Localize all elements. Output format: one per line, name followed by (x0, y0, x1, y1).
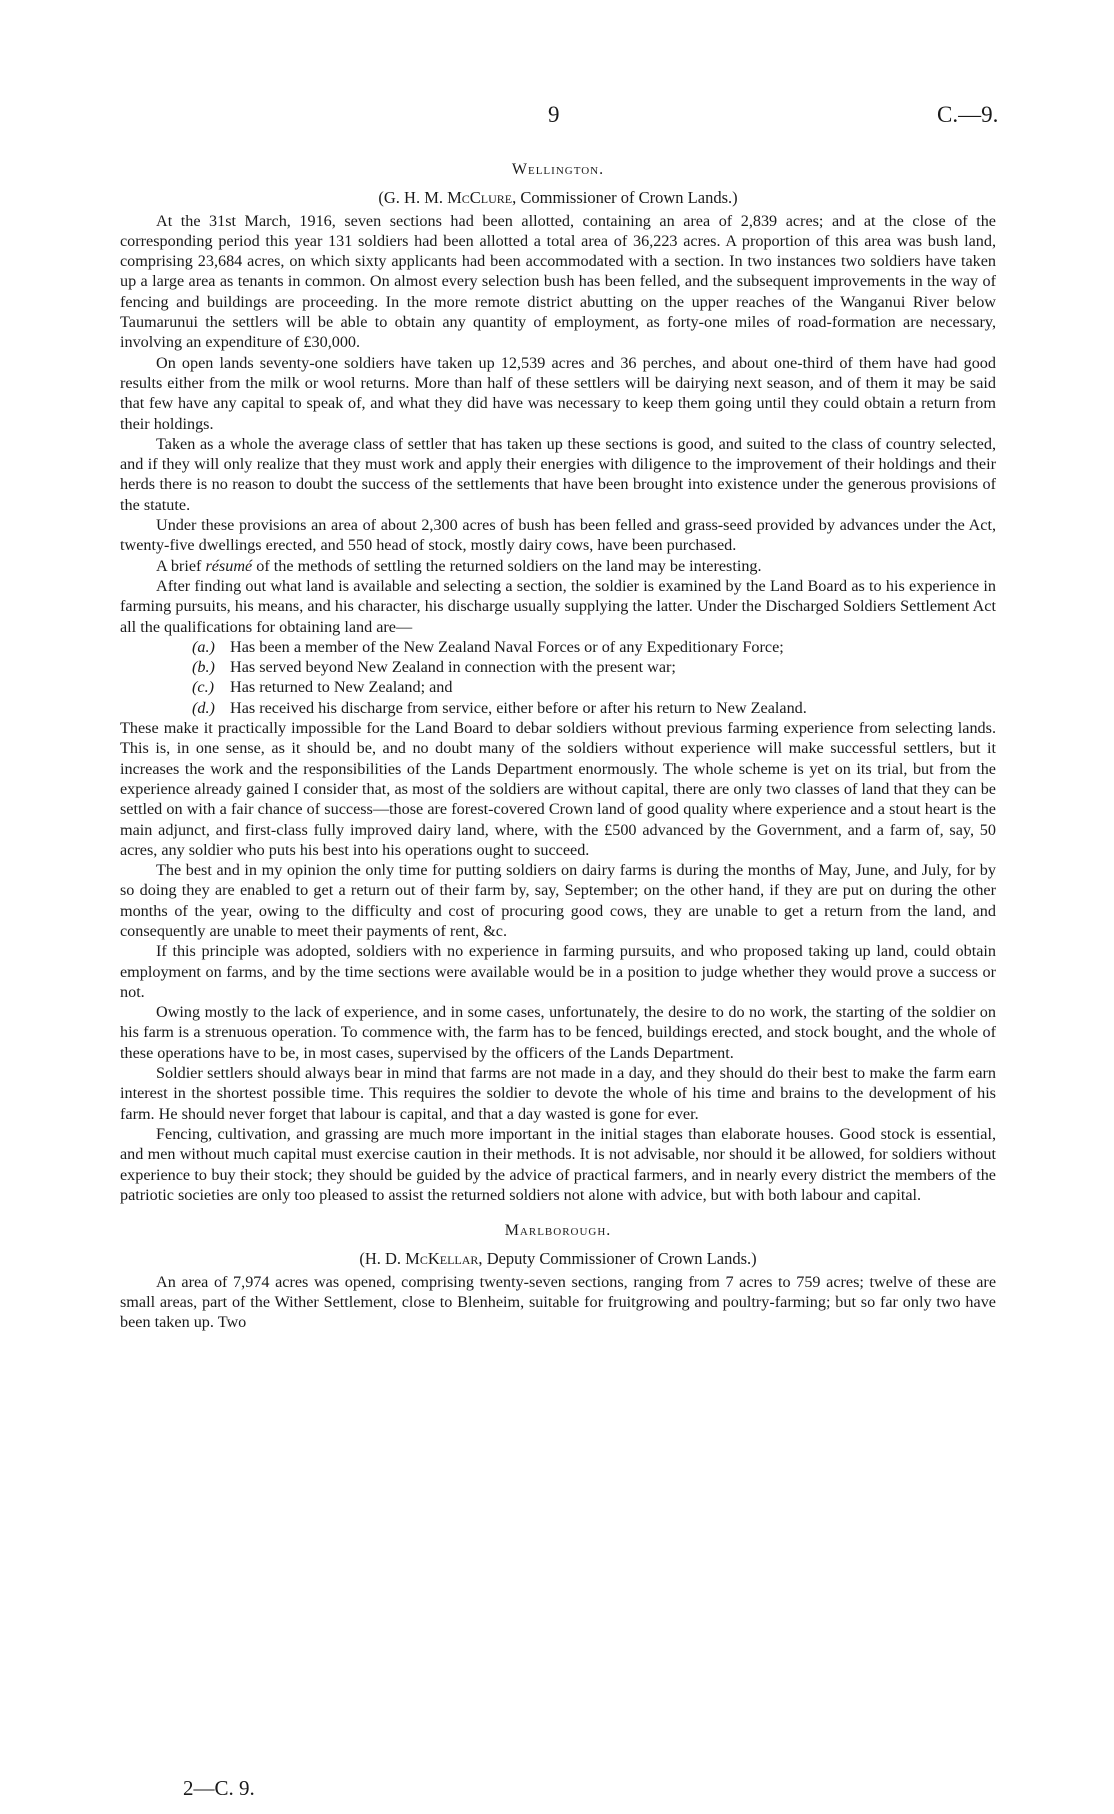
page-number: 9 (548, 102, 560, 127)
list-item (192, 698, 996, 718)
body-text (120, 160, 996, 1333)
list-item-text: Has received his discharge from service, either before or after his return to New Zealand. (230, 698, 807, 717)
wellington-section (120, 160, 996, 1205)
resume-word: résumé (205, 556, 253, 575)
paragraph: The best and in my opinion the only time for putting soldiers on dairy farms is during the months of May, June, and July, for by so doing they are enabled to get a return out of their farm by, say, September; on the other hand, if they are put on during the other months of the year, owing to the difficulty and cost of procuring good cows, they are unable to get a return from the land, and consequently are unable to meet their payments of rent, &c. (120, 861, 996, 940)
paragraph: Taken as a whole the average class of settler that has taken up these sections is good, and suited to the class of country selected, and if they will only realize that they must work and apply their energies with diligence to the improvement of their holdings and their herds there is no reason to doubt the success of the settlements that have been brought into existence under the generous provisions of the statute. (120, 434, 996, 514)
paragraph: On open lands seventy-one soldiers have taken up 12,539 acres and 36 perches, and about one-third of them have had good results either from the milk or wool returns. More than half of these settlers will be dairying next season, and of them it may be said that few have any capital to speak of, and what they did have was necessary to keep them going until they could obtain a return from their holdings. (120, 353, 996, 433)
list-item (192, 637, 996, 657)
paragraph: Fencing, cultivation, and grassing are much more important in the initial stages than elaborate houses. Good stock is essential, and men without much capital must exercise caution in their methods. It is not advisable, nor should it be allowed, for soldiers without experience to buy their stock; they should be guided by the advice of practical farmers, and in nearly every district the members of the patriotic societies are only too pleased to assist the returned soldiers not alone with advice, but with both labour and capital. (120, 1124, 996, 1204)
sheet-signature: 2—C. 9. (183, 1776, 255, 1800)
section-title-wellington: Wellington. (511, 161, 605, 178)
list-item-text: Has been a member of the New Zealand Naval Forces or of any Expeditionary Force; (230, 637, 784, 656)
paragraph-resume (120, 556, 996, 576)
resume-text-after: of the methods of settling the returned soldiers on the land may be interesting. (252, 556, 762, 575)
paragraph-qualifications-intro: After finding out what land is available and selecting a section, the soldier is examined by the Land Board as to his experience in farming pursuits, his means, and his character, his discharge usually supplying the latter. Under the Discharged Soldiers Settlement Act all the qualifications for obtaining land are— (120, 576, 996, 636)
section-subtitle-marlborough (120, 1249, 996, 1269)
paragraph: Owing mostly to the lack of experience, and in some cases, unfortunately, the desire to do no work, the starting of the soldier on his farm is a strenuous operation. To commence with, the farm has to be fenced, buildings erected, and stock bought, and the whole of these operations have to be, in most cases, supervised by the officers of the Lands Department. (120, 1003, 996, 1062)
list-item-label: (d.) (192, 698, 215, 717)
qualifications-list (120, 637, 996, 718)
paragraph: Soldier settlers should always bear in mind that farms are not made in a day, and they should do their best to make the farm earn interest in the shortest possible time. This requires the soldier to devote the whole of his time and brains to the development of his farm. He should never forget that labour is capital, and that a day wasted is gone for ever. (120, 1064, 996, 1123)
list-item (192, 657, 996, 677)
resume-text-before: A brief (156, 556, 206, 575)
commissioner-name: (H. D. McKellar, (359, 1249, 483, 1269)
paragraph: Under these provisions an area of about 2,300 acres of bush has been felled and grass-seed provided by advances under the Act, twenty-five dwellings erected, and 550 head of stock, mostly dairy cows, have been purchased. (120, 516, 996, 555)
paragraph: These make it practically impossible for the Land Board to debar soldiers without previous farming experience from selecting lands. This is, in one sense, as it should be, and no doubt many of the soldiers without experience will make successful settlers, but it increases the work and the responsibilities of the Lands Department enormously. The whole scheme is yet on its trial, but from the experience already gained I consider that, as most of the soldiers are without capital, there are only two classes of land that they can be settled on with a fair chance of success—those are forest-covered Crown land of good quality where experience and a stout heart is the main adjunct, and first-class fully improved dairy land, where, with the £500 advanced by the Government, and a farm of, say, 50 acres, any soldier who puts his best into his operations ought to succeed. (120, 719, 996, 859)
list-item (192, 677, 996, 697)
marlborough-section (120, 1221, 996, 1332)
paragraph: If this principle was adopted, soldiers with no experience in farming pursuits, and who proposed taking up land, could obtain employment on farms, and by the time sections were available would be in a position to judge whether they would prove a success or not. (120, 942, 996, 1001)
list-item-text: Has returned to New Zealand; and (230, 678, 453, 697)
commissioner-name: (G. H. M. McClure, (378, 188, 517, 208)
commissioner-role: Deputy Commissioner of Crown Lands.) (486, 1249, 757, 1269)
section-title-marlborough: Marlborough. (504, 1222, 612, 1240)
list-item-text: Has served beyond New Zealand in connection with the present war; (230, 658, 676, 677)
list-item-label: (c.) (192, 678, 215, 697)
paragraph: An area of 7,974 acres was opened, comprising twenty-seven sections, ranging from 7 acres to 759 acres; twelve of these are small areas, part of the Wither Settlement, close to Blenheim, suitable for fruitgrowing and poultry-farming; but so far only two have been taken up. Two (120, 1272, 996, 1332)
document-reference: C.—9. (937, 102, 999, 127)
section-subtitle-wellington (120, 188, 996, 208)
paragraph: At the 31st March, 1916, seven sections had been allotted, containing an area of 2,839 acres; and at the close of the corresponding period this year 131 soldiers had been allotted a total area of 36,223 acres. A proportion of this area was bush land, comprising 23,684 acres, on which sixty applicants had been accommodated with a section. In two instances two soldiers have taken up a large area as tenants in common. On almost every selection bush has been felled, and the subsequent improvements in the way of fencing and buildings are proceeding. In the more remote district abutting on the upper reaches of the Wanganui River below Taumarunui the settlers will be able to obtain any quantity of employment, as forty-one miles of road-formation are necessary, involving an expenditure of £30,000. (120, 211, 996, 352)
commissioner-role: Commissioner of Crown Lands.) (520, 188, 738, 208)
list-item-label: (a.) (192, 637, 215, 656)
list-item-label: (b.) (192, 658, 215, 677)
